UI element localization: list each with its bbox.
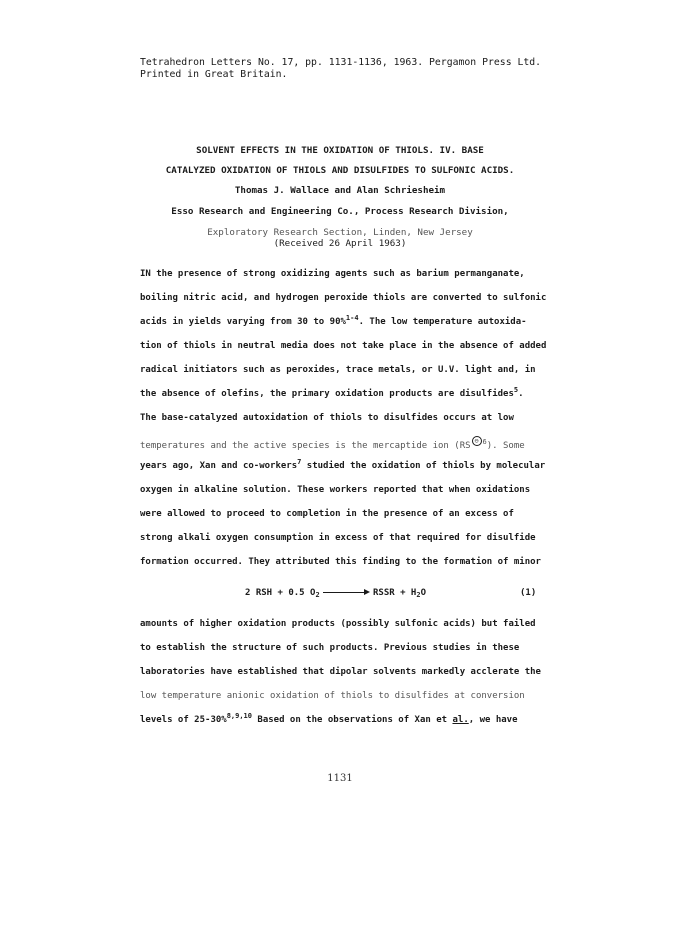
paragraph-1-line-11: were allowed to proceed to completion in the presence of an excess of <box>140 509 514 519</box>
paragraph-2-line-2: to establish the structure of such products. Previous studies in these <box>140 643 520 653</box>
paragraph-1-line-7: The base-catalyzed autoxidation of thiols to disulfides occurs at low <box>140 413 514 423</box>
paragraph-1-line-8: temperatures and the active species is the mercaptide ion (RS ⊖ $^6$). Some <box>140 437 525 451</box>
paragraph-1-line-2: boiling nitric acid, and hydrogen peroxide thiols are converted to sulfonic <box>140 293 547 303</box>
paragraph-2-line-1: amounts of higher oxidation products (possibly sulfonic acids) but failed <box>140 619 536 629</box>
paragraph-1-line-1: IN the presence of strong oxidizing agents such as barium permanganate, <box>140 269 525 279</box>
page-number: 1131 <box>327 773 353 784</box>
affiliation-line-2: Exploratory Research Section, Linden, New Jersey <box>207 227 473 238</box>
paragraph-2-line-3: laboratories have established that dipolar solvents markedly acclerate the <box>140 667 541 677</box>
paper-title-line-1: SOLVENT EFFECTS IN THE OXIDATION OF THIOLS. IV. BASE <box>196 145 484 156</box>
paragraph-2-line-5: levels of 25-30%$^{8,9,10}$ Based on the observations of Xan et al., we have <box>140 712 518 725</box>
authors: Thomas J. Wallace and Alan Schriesheim <box>234 185 446 196</box>
printing-note: Printed in Great Britain. <box>140 69 288 80</box>
equation-reactants: 2 RSH + 0.5 $O_2$ <box>245 588 320 599</box>
journal-citation: Tetrahedron Letters No. 17, pp. 1131-1136, 1963. Pergamon Press Ltd. <box>140 57 542 68</box>
paragraph-1-line-3: acids in yields varying from 30 to 90%$^{1-4}$. The low temperature autoxida- <box>140 314 527 327</box>
equation-number: (1) <box>520 588 537 598</box>
paragraph-1-line-6: the absence of olefins, the primary oxidation products are disulfides$^5$. <box>140 386 524 399</box>
equation-products: RSSR + $H_2O$ <box>373 588 426 599</box>
received-date: (Received 26 April 1963) <box>273 238 407 249</box>
reaction-arrow <box>323 592 367 593</box>
paragraph-1-line-10: oxygen in alkaline solution. These workers reported that when oxidations <box>140 485 531 495</box>
paragraph-1-line-13: formation occurred. They attributed this finding to the formation of minor <box>140 557 541 567</box>
paragraph-2-line-4: low temperature anionic oxidation of thiols to disulfides at conversion <box>140 691 525 701</box>
paragraph-1-line-4: tion of thiols in neutral media does not take place in the absence of added <box>140 341 547 351</box>
paragraph-1-line-5: radical initiators such as peroxides, trace metals, or U.V. light and, in <box>140 365 536 375</box>
paragraph-1-line-9: years ago, Xan and co-workers$^7$ studied the oxidation of thiols by molecular <box>140 458 546 471</box>
paragraph-1-line-12: strong alkali oxygen consumption in excess of that required for disulfide <box>140 533 536 543</box>
negative-charge-symbol: ⊖ <box>472 436 482 446</box>
affiliation-line-1: Esso Research and Engineering Co., Process Research Division, <box>171 206 509 217</box>
paper-title-line-2: CATALYZED OXIDATION OF THIOLS AND DISULFIDES TO SULFONIC ACIDS. <box>165 165 515 176</box>
